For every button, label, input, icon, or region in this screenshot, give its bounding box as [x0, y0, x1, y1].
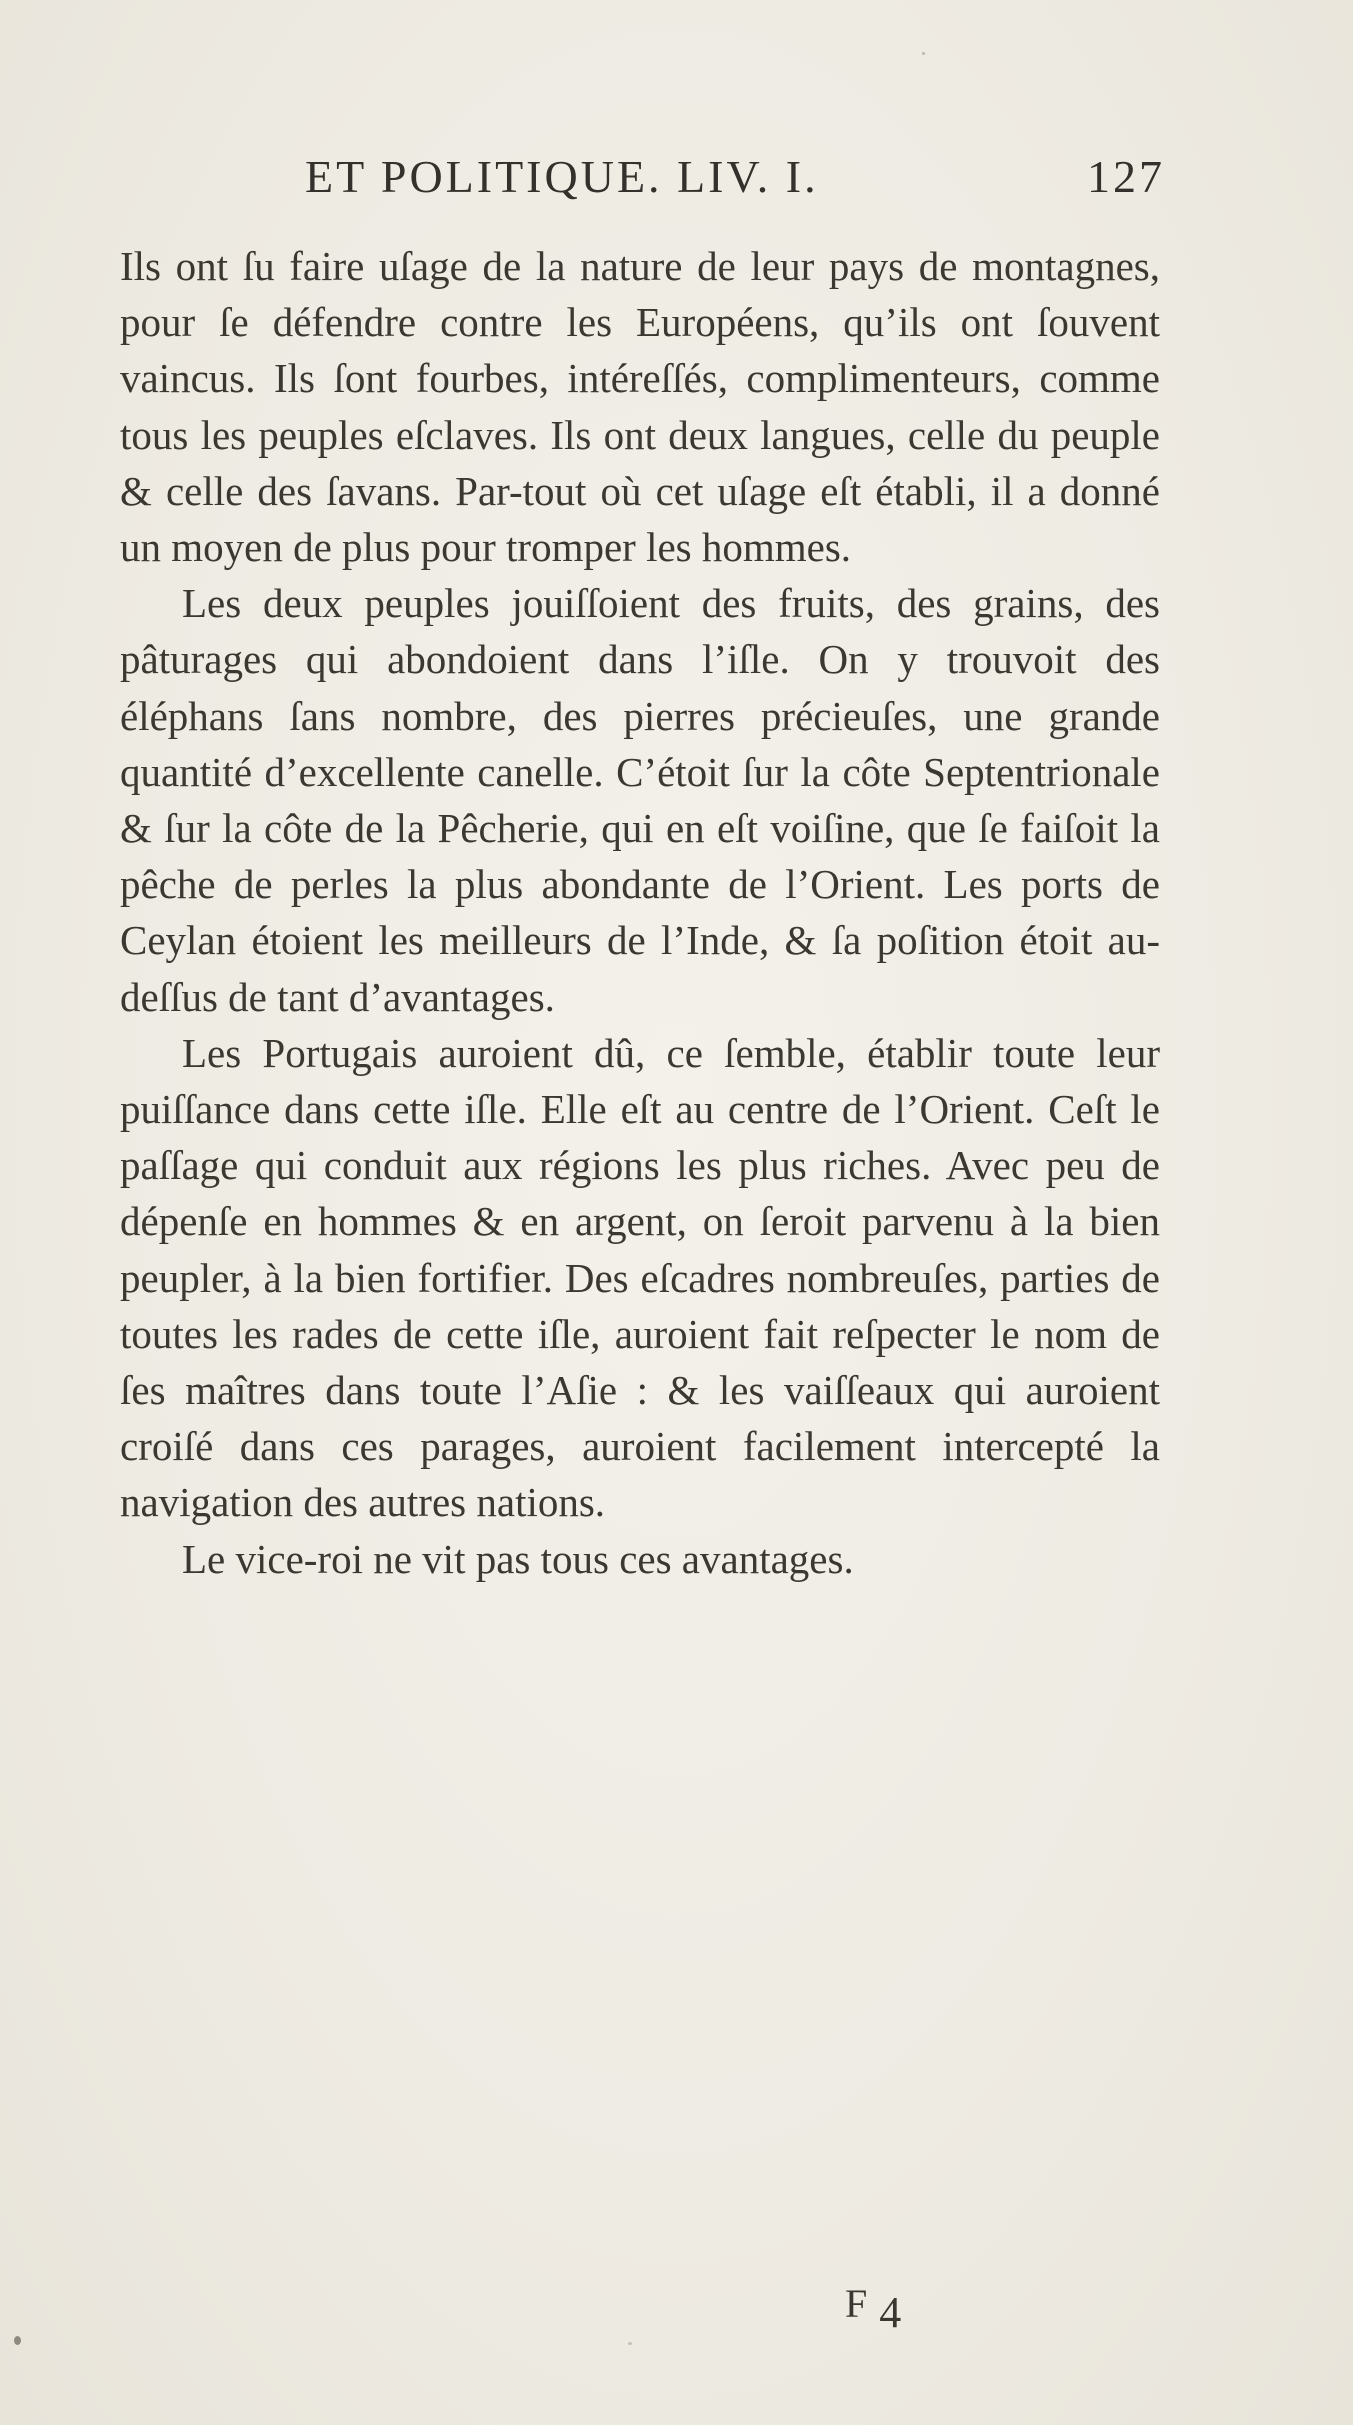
- running-head-title: ET POLITIQUE. LIV. I.: [305, 151, 819, 202]
- body-text: [120, 238, 1160, 1587]
- paragraph-4: Le vice-roi ne vit pas tous ces avantages.: [182, 1535, 854, 1582]
- page-number: 127: [1087, 151, 1165, 202]
- signature-number: 4: [879, 2288, 902, 2337]
- paragraph-2: Les deux peuples jouiſſoient des fruits, des grains, des pâturages qui abondoient dans l’iſle. On y trouvoit des éléphans ſans nombre, des pierres précieuſes, une grande quantité d’excellente canelle. C’étoit ſur la côte Septentrionale & ſur la côte de la Pêcherie, qui en eſt voiſine, que ſe faiſoit la pêche de perles la plus abondante de l’Orient. Les ports de Ceylan étoient les meilleurs de l’Inde, & ſa poſition étoit au-deſſus de tant d’avantages.: [120, 580, 1160, 1020]
- paragraph-1: Ils ont ſu faire uſage de la nature de leur pays de montagnes, pour ſe défendre contre les Européens, qu’ils ont ſouvent vaincus. Ils ſont fourbes, intéreſſés, complimenteurs, comme tous les peuples eſclaves. Ils ont deux langues, celle du peuple & celle des ſavans. Par-tout où cet uſage eſt établi, il a donné un moyen de plus pour tromper les hommes.: [120, 243, 1160, 571]
- paper-speck: [14, 2336, 21, 2345]
- paper-speck: [628, 2342, 632, 2345]
- paragraph-3: Les Portugais auroient dû, ce ſemble, établir toute leur puiſſance dans cette iſle. Elle eſt au centre de l’Orient. Ceſt le paſſage qui conduit aux régions les plus riches. Avec peu de dépenſe en hommes & en argent, on ſeroit parvenu à la bien peupler, à la bien fortifier. Des eſcadres nombreuſes, parties de toutes les rades de cette iſle, auroient fait reſpecter le nom de ſes maîtres dans toute l’Aſie : & les vaiſſeaux qui auroient croiſé dans ces parages, auroient facilement intercepté la navigation des autres nations.: [120, 1029, 1160, 1526]
- paper-speck: [922, 52, 925, 55]
- signature-mark: [845, 2280, 901, 2338]
- running-head: [305, 150, 1165, 214]
- signature-letter: F: [845, 2281, 868, 2326]
